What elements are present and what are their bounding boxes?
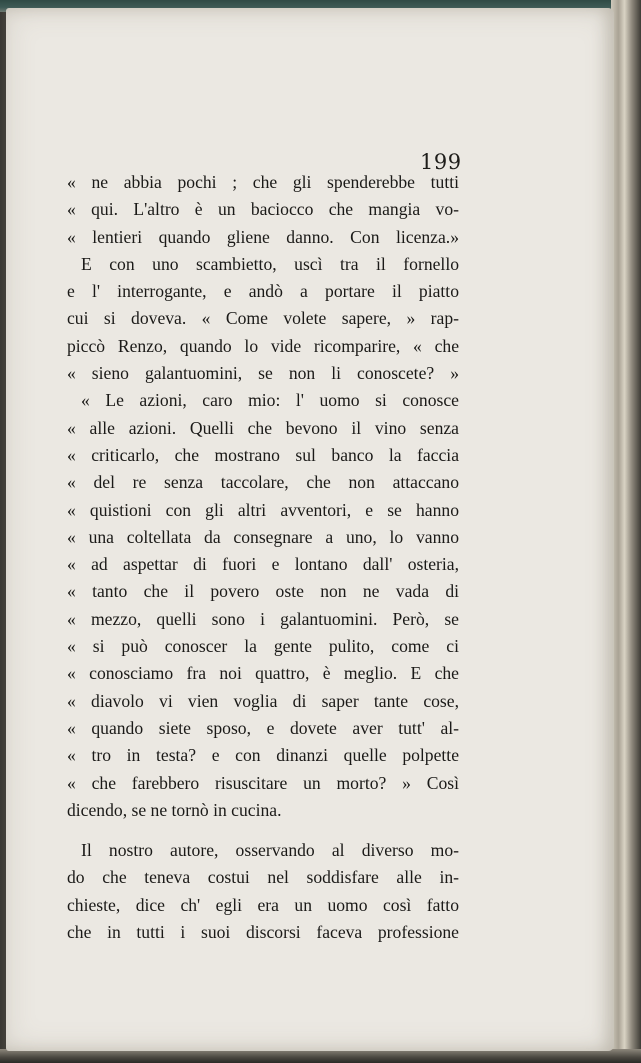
text-line: « quando siete sposo, e dovete aver tutt' al- bbox=[67, 717, 459, 738]
page-stack-edge bbox=[611, 0, 641, 1063]
text-line: « una coltellata da consegnare a uno, lo vanno bbox=[67, 526, 459, 547]
text-line: « mezzo, quelli sono i galantuomini. Però, se bbox=[67, 608, 459, 629]
binding-edge-bottom bbox=[0, 1049, 641, 1063]
text-line: « alle azioni. Quelli che bevono il vino senza bbox=[67, 417, 459, 438]
paragraph-gap bbox=[67, 824, 459, 837]
text-line: « ne abbia pochi ; che gli spenderebbe tutti bbox=[67, 172, 459, 192]
text-line: piccò Renzo, quando lo vide ricomparire, « che bbox=[67, 335, 459, 356]
body-text bbox=[67, 169, 459, 946]
text-line: Il nostro autore, osservando al diverso mo- bbox=[81, 840, 459, 861]
text-line: dicendo, se ne tornò in cucina. bbox=[67, 799, 282, 820]
text-line: « lentieri quando gliene danno. Con licenza.» bbox=[67, 226, 459, 247]
text-line: « conosciamo fra noi quattro, è meglio. E che bbox=[67, 663, 459, 684]
text-line: chieste, dice ch' egli era un uomo così fatto bbox=[67, 894, 459, 915]
text-line: « che farebbero risuscitare un morto? » Così bbox=[67, 772, 459, 793]
text-line: « criticarlo, che mostrano sul banco la faccia bbox=[67, 444, 459, 465]
text-line: che in tutti i suoi discorsi faceva professione bbox=[67, 922, 459, 943]
text-line: « Le azioni, caro mio: l' uomo si conosce bbox=[81, 390, 459, 411]
text-line: « si può conoscer la gente pulito, come ci bbox=[67, 636, 459, 657]
text-line: « ad aspettar di fuori e lontano dall' osteria, bbox=[67, 554, 459, 575]
text-line: « tanto che il povero oste non ne vada di bbox=[67, 581, 459, 602]
text-line: e l' interrogante, e andò a portare il piatto bbox=[67, 281, 459, 302]
text-line: do che teneva costui nel soddisfare alle in- bbox=[67, 867, 459, 888]
text-line: cui si doveva. « Come volete sapere, » rap- bbox=[67, 308, 459, 329]
text-line: « tro in testa? e con dinanzi quelle polpette bbox=[67, 745, 459, 766]
text-line: « diavolo vi vien voglia di saper tante cose, bbox=[67, 690, 459, 711]
page-number: 199 bbox=[420, 150, 462, 174]
text-line: « sieno galantuomini, se non li conoscete? » bbox=[67, 363, 459, 384]
text-line: E con uno scambietto, uscì tra il fornello bbox=[81, 253, 459, 274]
text-line: « qui. L'altro è un baciocco che mangia vo- bbox=[67, 199, 459, 220]
text-line: « quistioni con gli altri avventori, e se hanno bbox=[67, 499, 459, 520]
text-line: « del re senza taccolare, che non attaccano bbox=[67, 472, 459, 493]
